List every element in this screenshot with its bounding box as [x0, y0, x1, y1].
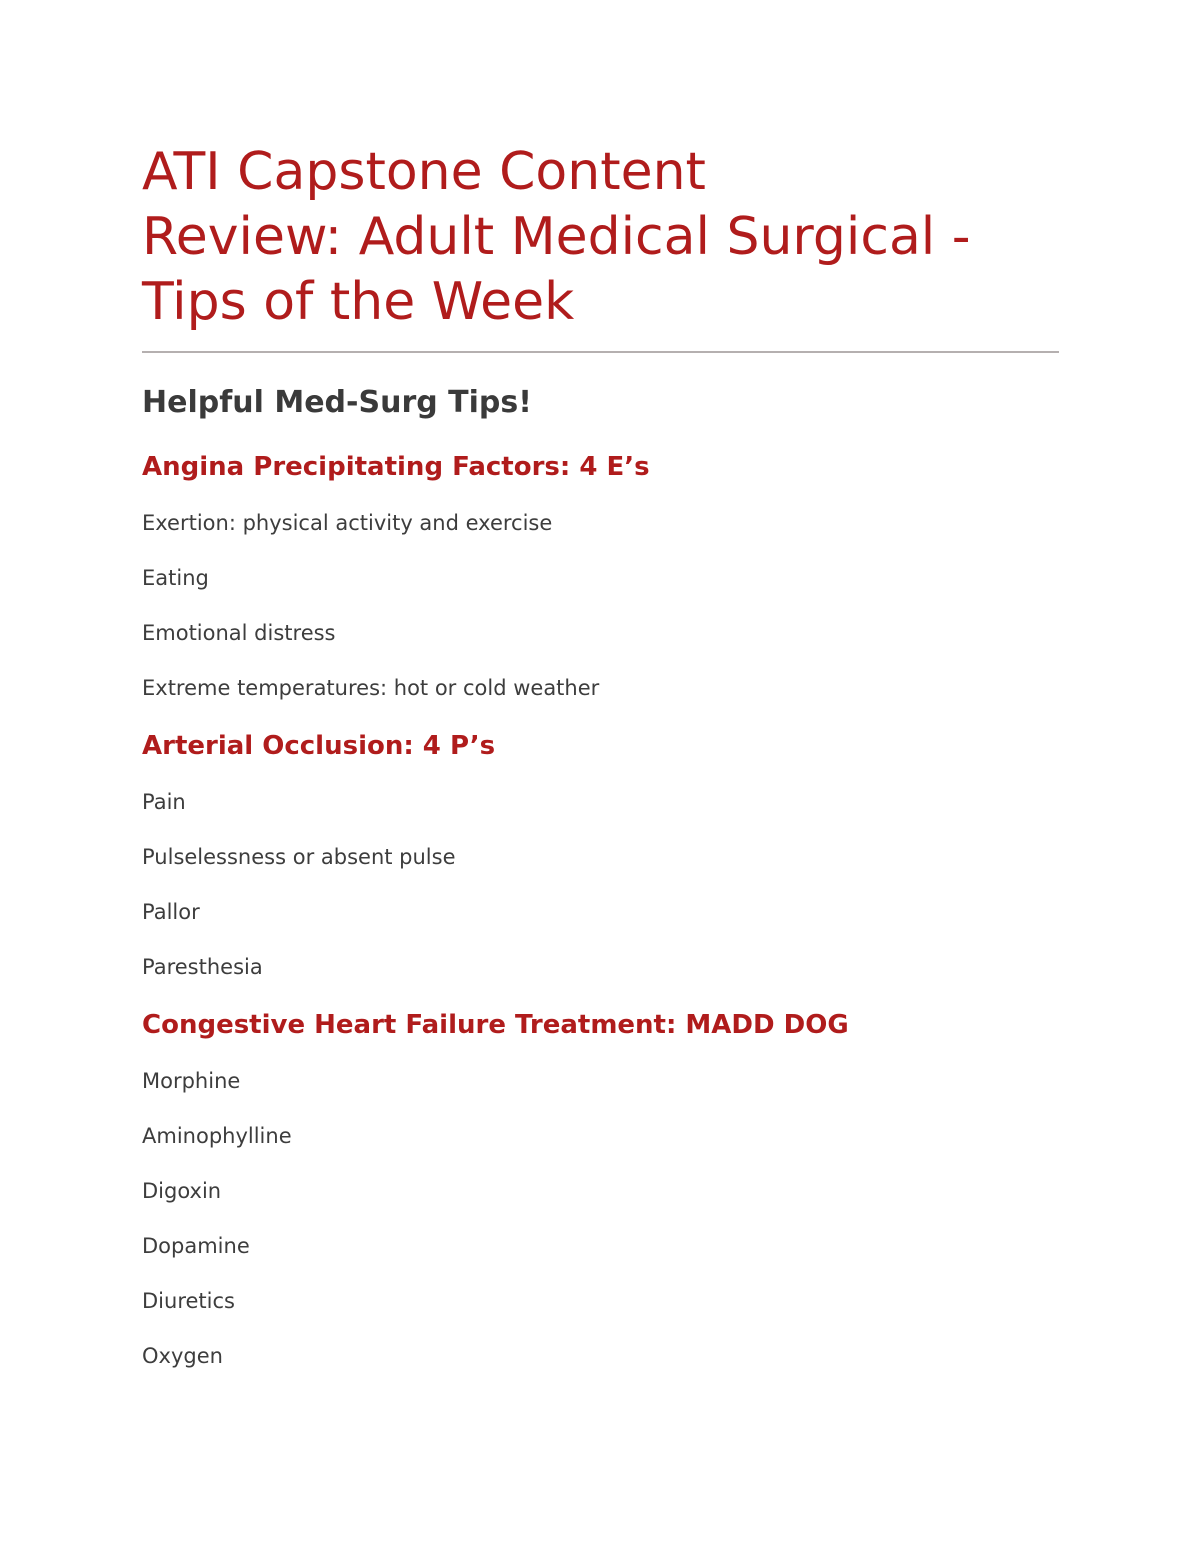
list-item: Exertion: physical activity and exercise [142, 511, 553, 535]
section-heading: Arterial Occlusion: 4 P’s [142, 731, 496, 761]
section-arterial-occlusion [142, 729, 1059, 981]
list-item: Pallor [142, 900, 200, 924]
title-line-1: ATI Capstone Content [142, 142, 706, 202]
list-item: Aminophylline [142, 1124, 292, 1148]
section-angina [142, 450, 1059, 702]
title-line-3: Tips of the Week [142, 272, 575, 332]
document-title [142, 140, 1059, 351]
section-heading: Congestive Heart Failure Treatment: MADD DOG [142, 1010, 849, 1040]
list-item: Dopamine [142, 1234, 250, 1258]
list-item: Emotional distress [142, 621, 336, 645]
section-chf-treatment [142, 1008, 1059, 1370]
list-item: Morphine [142, 1069, 241, 1093]
list-item: Paresthesia [142, 955, 263, 979]
item-list [142, 788, 1059, 981]
list-item: Eating [142, 566, 209, 590]
title-line-2: Review: Adult Medical Surgical - [142, 207, 971, 267]
list-item: Diuretics [142, 1289, 235, 1313]
section-heading: Angina Precipitating Factors: 4 E’s [142, 452, 650, 482]
subtitle: Helpful Med-Surg Tips! [142, 385, 532, 420]
list-item: Oxygen [142, 1344, 223, 1368]
list-item: Pulselessness or absent pulse [142, 845, 456, 869]
item-list [142, 509, 1059, 702]
list-item: Pain [142, 790, 186, 814]
item-list [142, 1067, 1059, 1370]
list-item: Extreme temperatures: hot or cold weather [142, 676, 600, 700]
title-divider [142, 351, 1059, 353]
document-page [142, 140, 1059, 1370]
list-item: Digoxin [142, 1179, 222, 1203]
